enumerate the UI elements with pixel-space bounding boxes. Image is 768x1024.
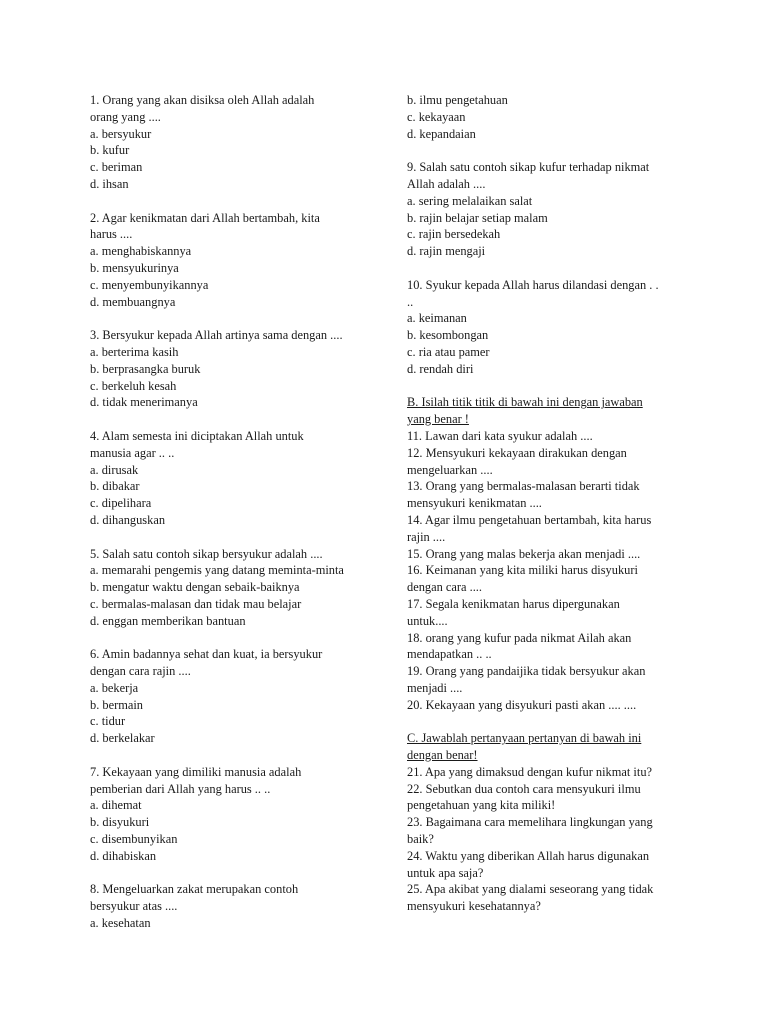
- option-line: b. kufur: [90, 143, 130, 158]
- option-line: c. berkeluh kesah: [90, 378, 177, 393]
- question-line: bersyukur atas ....: [90, 899, 178, 914]
- numbered-item-line: 20. Kekayaan yang disyukuri pasti akan .... ....: [407, 697, 637, 712]
- numbered-item-line: mensyukuri kesehatannya?: [407, 899, 541, 914]
- option-line: c. disembunyikan: [90, 832, 178, 847]
- option-line: a. berterima kasih: [90, 344, 179, 359]
- numbered-item-line: 23. Bagaimana cara memelihara lingkungan yang: [407, 815, 653, 830]
- option-line: c. tidur: [90, 714, 126, 729]
- option-line: b. berprasangka buruk: [90, 361, 201, 376]
- question-line: 7. Kekayaan yang dimiliki manusia adalah: [90, 764, 302, 779]
- numbered-item-line: 16. Keimanan yang kita miliki harus disyukuri: [407, 563, 638, 578]
- option-line: c. dipelihara: [90, 496, 152, 511]
- question-1: [90, 92, 380, 193]
- option-line: b. kesombongan: [407, 328, 489, 343]
- numbered-item-line: 24. Waktu yang diberikan Allah harus digunakan: [407, 848, 650, 863]
- left-column: [90, 92, 380, 949]
- numbered-item-line: 15. Orang yang malas bekerja akan menjadi ....: [407, 546, 641, 561]
- question-line: Allah adalah ....: [407, 176, 486, 191]
- option-line: b. bermain: [90, 697, 143, 712]
- option-line: d. rajin mengaji: [407, 244, 486, 259]
- question-8: [90, 881, 380, 931]
- question-line: manusia agar .. ..: [90, 445, 175, 460]
- question-7: [90, 764, 380, 865]
- option-line: c. beriman: [90, 160, 143, 175]
- numbered-item-line: rajin ....: [407, 529, 446, 544]
- question-line: 9. Salah satu contoh sikap kufur terhadap nikmat: [407, 160, 650, 175]
- numbered-item-line: untuk apa saja?: [407, 865, 484, 880]
- option-line: d. tidak menerimanya: [90, 395, 198, 410]
- question-4: [90, 428, 380, 529]
- numbered-item-line: menjadi ....: [407, 680, 463, 695]
- numbered-item-line: 19. Orang yang pandaijika tidak bersyukur akan: [407, 664, 646, 679]
- option-line: d. membuangnya: [90, 294, 176, 309]
- question-5: [90, 546, 380, 630]
- numbered-item-line: 14. Agar ilmu pengetahuan bertambah, kita harus: [407, 512, 652, 527]
- option-line: d. rendah diri: [407, 361, 474, 376]
- option-line: c. bermalas-malasan dan tidak mau belajar: [90, 596, 302, 611]
- question-line: harus ....: [90, 227, 133, 242]
- question-6: [90, 646, 380, 747]
- question-line: 4. Alam semesta ini diciptakan Allah untuk: [90, 428, 304, 443]
- question-line: pemberian dari Allah yang harus .. ..: [90, 781, 271, 796]
- question-line: ..: [407, 294, 414, 309]
- option-line: b. mensyukurinya: [90, 260, 179, 275]
- numbered-item-line: 11. Lawan dari kata syukur adalah ....: [407, 428, 593, 443]
- question-line: 1. Orang yang akan disiksa oleh Allah adalah: [90, 93, 315, 107]
- option-line: a. dihemat: [90, 798, 142, 813]
- option-line: c. kekayaan: [407, 109, 466, 124]
- option-line: b. rajin belajar setiap malam: [407, 210, 548, 225]
- numbered-item-line: mengeluarkan ....: [407, 462, 493, 477]
- numbered-item-line: 25. Apa akibat yang dialami seseorang yang tidak: [407, 882, 654, 897]
- question-line: 2. Agar kenikmatan dari Allah bertambah, kita: [90, 210, 320, 225]
- option-line: a. bersyukur: [90, 126, 152, 141]
- numbered-item-line: untuk....: [407, 613, 448, 628]
- numbered-item-line: 18. orang yang kufur pada nikmat Ailah akan: [407, 630, 632, 645]
- option-line: b. ilmu pengetahuan: [407, 93, 508, 107]
- section-b-heading: yang benar !: [407, 412, 469, 427]
- question-line: dengan cara rajin ....: [90, 664, 191, 679]
- option-line: b. dibakar: [90, 479, 140, 494]
- option-line: a. memarahi pengemis yang datang meminta-minta: [90, 563, 344, 578]
- question-9: [407, 159, 687, 260]
- option-line: d. berkelakar: [90, 731, 155, 746]
- question-2: [90, 210, 380, 311]
- section-b: [407, 394, 687, 713]
- question-line: 10. Syukur kepada Allah harus dilandasi dengan . .: [407, 277, 659, 292]
- numbered-item-line: mensyukuri kenikmatan ....: [407, 496, 542, 511]
- numbered-item-line: 13. Orang yang bermalas-malasan berarti tidak: [407, 479, 640, 494]
- option-line: a. menghabiskannya: [90, 244, 192, 259]
- section-b-heading: B. Isilah titik titik di bawah ini dengan jawaban: [407, 395, 643, 410]
- numbered-item-line: dengan cara ....: [407, 580, 482, 595]
- option-line: d. kepandaian: [407, 126, 476, 141]
- numbered-item-line: 21. Apa yang dimaksud dengan kufur nikmat itu?: [407, 764, 653, 779]
- option-line: d. ihsan: [90, 176, 129, 191]
- option-line: b. disyukuri: [90, 815, 150, 830]
- option-line: d. enggan memberikan bantuan: [90, 613, 246, 628]
- numbered-item-line: 17. Segala kenikmatan harus dipergunakan: [407, 596, 620, 611]
- question-line: 3. Bersyukur kepada Allah artinya sama dengan ....: [90, 328, 343, 343]
- option-line: a. dirusak: [90, 462, 139, 477]
- numbered-item-line: 22. Sebutkan dua contoh cara mensyukuri ilmu: [407, 781, 641, 796]
- option-line: a. kesehatan: [90, 916, 151, 931]
- question-line: 5. Salah satu contoh sikap bersyukur adalah ....: [90, 546, 323, 561]
- question-3: [90, 327, 380, 411]
- question-8-continued: [407, 92, 687, 142]
- option-line: c. ria atau pamer: [407, 344, 490, 359]
- numbered-item-line: pengetahuan yang kita miliki!: [407, 798, 556, 813]
- option-line: c. menyembunyikannya: [90, 277, 209, 292]
- right-column: [407, 92, 687, 932]
- option-line: a. keimanan: [407, 311, 467, 326]
- numbered-item-line: mendapatkan .. ..: [407, 647, 492, 662]
- option-line: a. bekerja: [90, 680, 139, 695]
- option-line: d. dihabiskan: [90, 848, 157, 863]
- option-line: c. rajin bersedekah: [407, 227, 501, 242]
- section-c-heading: dengan benar!: [407, 748, 478, 763]
- question-10: [407, 277, 687, 378]
- option-line: d. dihanguskan: [90, 512, 166, 527]
- question-line: 6. Amin badannya sehat dan kuat, ia bersyukur: [90, 647, 323, 662]
- question-line: 8. Mengeluarkan zakat merupakan contoh: [90, 882, 299, 897]
- section-c: [407, 730, 687, 915]
- option-line: a. sering melalaikan salat: [407, 193, 533, 208]
- numbered-item-line: 12. Mensyukuri kekayaan dirakukan dengan: [407, 445, 627, 460]
- option-line: b. mengatur waktu dengan sebaik-baiknya: [90, 580, 300, 595]
- section-c-heading: C. Jawablah pertanyaan pertanyan di bawah ini: [407, 731, 642, 746]
- question-line: orang yang ....: [90, 109, 161, 124]
- numbered-item-line: baik?: [407, 832, 434, 847]
